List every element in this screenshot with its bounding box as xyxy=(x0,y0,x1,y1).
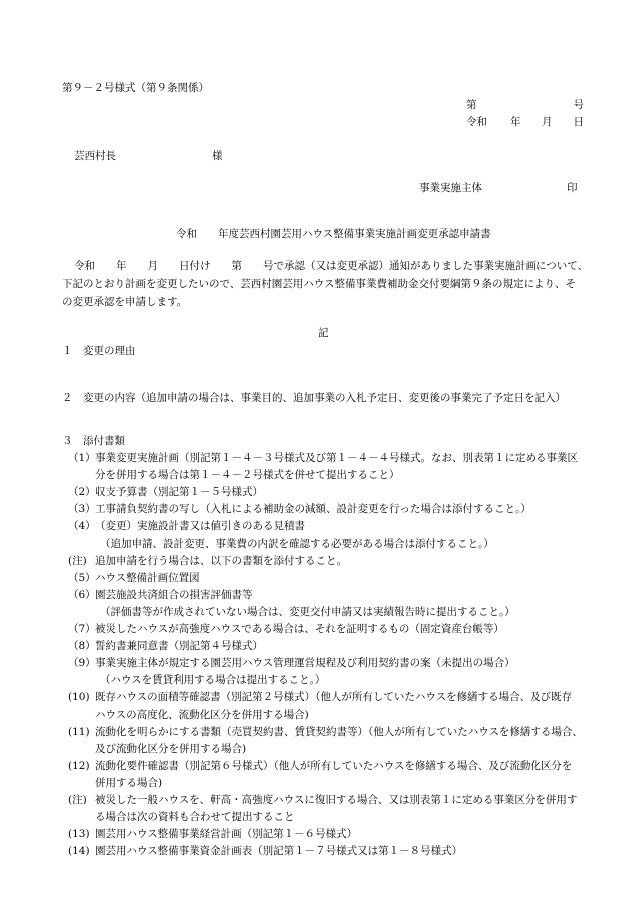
attachment-continuation: （評価書等が作成されていない場合は、変更交付申請又は実績報告時に提出すること。） xyxy=(100,605,515,618)
attachment-number: (11) xyxy=(68,725,90,738)
attachment-text: ハウス整備計画位置図 xyxy=(95,571,200,584)
attachment-text: 園芸用ハウス整備事業経営計画（別記第１－６号様式） xyxy=(95,828,358,841)
attachment-number: (10) xyxy=(68,691,90,704)
body-line: 令和 年 月 日付け 第 号で承認（又は変更承認）通知がありました事業実施計画について、 xyxy=(74,260,589,272)
attachment-item xyxy=(68,553,347,568)
attachment-number: (注) xyxy=(68,794,87,806)
document-title: 令和 年度芸西村園芸用ハウス整備事業実施計画変更承認申請書 xyxy=(176,228,491,240)
attachment-text: （変更）実施設計書又は値引きのある見積書 xyxy=(95,520,305,533)
attachment-text: 被災したハウスが高強度ハウスである場合は、それを証明するもの（固定資産台帳等） xyxy=(95,623,504,635)
attachment-number: （6） xyxy=(68,588,96,601)
attachment-text: 事業実施主体が規定する園芸用ハウス管理運営規程及び利用契約書の案（未提出の場合） xyxy=(95,657,515,670)
attachment-item xyxy=(68,450,578,465)
addressee xyxy=(74,148,116,163)
attachment-text: 園芸用ハウス整備事業資金計画表（別記第１－７号様式又は第１－８号様式） xyxy=(95,845,463,858)
attachment-text: 工事請負契約書の写し（入札による補助金の減額、設計変更を行った場合は添付すること。） xyxy=(95,503,531,516)
attachment-item xyxy=(68,638,263,653)
addressee-honorific: 様 xyxy=(212,150,223,162)
attachment-item xyxy=(68,518,305,533)
attachment-item xyxy=(68,843,462,858)
section-attachments: ３ 添付書類 xyxy=(62,435,125,447)
attachment-continuation: 及び流動化区分を併用する場合) xyxy=(95,742,247,755)
attachment-text: 誓約書兼同意書（別記第４号様式） xyxy=(95,640,263,653)
addressee-name: 芸西村長 xyxy=(74,150,116,162)
attachment-item xyxy=(68,758,572,773)
date-month: 月 xyxy=(542,116,553,128)
attachment-continuation: （ハウスを賃貸利用する場合は提出すること。） xyxy=(100,674,326,687)
attachment-number: (注) xyxy=(68,554,87,567)
attachment-number: （2） xyxy=(68,486,96,499)
attachment-continuation: る場合は次の資料も合わせて提出すること xyxy=(95,811,295,824)
attachment-item xyxy=(68,587,253,602)
attachment-item xyxy=(68,484,263,499)
attachment-text: 収支予算書（別記第１－５号様式） xyxy=(95,486,263,499)
date-year: 年 xyxy=(510,116,521,128)
seal-mark: 印 xyxy=(567,182,578,194)
body-line: 下記のとおり計画を変更したいので、芸西村園芸用ハウス整備事業費補助金交付要綱第９条の規定により、そ xyxy=(62,278,576,290)
attachment-item xyxy=(68,501,531,516)
body-line: の変更承認を申請します。 xyxy=(62,296,188,308)
section-change-content: ２ 変更の内容（追加申請の場合は、事業目的、追加事業の入札予定日、変更後の事業完了予定日を記入） xyxy=(62,392,566,404)
attachment-text: 園芸施設共済組合の損害評価書等 xyxy=(95,588,253,601)
attachment-text: 既存ハウスの面積等確認書（別記第２号様式）（他人が所有していたハウスを修繕する場合、及び既存 xyxy=(95,691,573,704)
attachment-number: （5） xyxy=(68,571,96,584)
attachment-continuation: 分を併用する場合は第１－４－２号様式を併せて提出すること） xyxy=(95,469,400,482)
attachment-item xyxy=(68,570,200,585)
attachment-item xyxy=(68,689,572,704)
attachment-number: （4） xyxy=(68,520,96,533)
number-suffix: 号 xyxy=(573,99,584,111)
attachment-continuation: （追加申請、設計変更、事業費の内訳を確認する必要がある場合は添付すること。） xyxy=(100,537,494,550)
number-line xyxy=(466,97,584,112)
applicant-label: 事業実施主体 xyxy=(419,182,482,194)
attachment-continuation: 併用する場合) xyxy=(95,776,163,789)
attachment-number: (14) xyxy=(68,845,90,858)
form-number: 第９－２号様式（第９条関係） xyxy=(62,82,209,94)
attachment-text: 流動化要件確認書（別記第６号様式）（他人が所有していたハウスを修繕する場合、及び流動化区分を xyxy=(95,759,573,772)
attachment-text: 追加申請を行う場合は、以下の書類を添付すること。 xyxy=(95,554,347,567)
date-day: 日 xyxy=(573,116,584,128)
attachment-continuation: ハウスの高度化、流動化区分を併用する場合) xyxy=(95,708,309,721)
attachment-number: （7） xyxy=(68,623,96,635)
section-change-reason: １ 変更の理由 xyxy=(62,345,136,357)
attachment-item xyxy=(68,724,583,739)
attachment-number: （3） xyxy=(68,503,96,516)
attachment-item xyxy=(68,655,515,670)
attachment-number: （1） xyxy=(68,452,96,464)
attachment-item xyxy=(68,792,577,807)
attachment-number: （9） xyxy=(68,657,96,670)
attachment-item xyxy=(68,826,357,841)
attachment-number: (12) xyxy=(68,759,90,772)
attachment-text: 事業変更実施計画（別記第１－４－３号様式及び第１－４－４号様式。なお、別表第１に定める事業区 xyxy=(95,452,578,464)
attachment-text: 流動化を明らかにする書類（売買契約書、賃貸契約書等）（他人が所有していたハウスを修繕する場合、 xyxy=(95,725,583,738)
number-prefix: 第 xyxy=(466,99,477,111)
ki-heading: 記 xyxy=(318,327,329,339)
attachment-item xyxy=(68,621,504,636)
date-era: 令和 xyxy=(466,116,487,128)
attachment-number: (13) xyxy=(68,828,90,841)
attachment-text: 被災した一般ハウスを、軒高・高強度ハウスに復旧する場合、又は別表第１に定める事業区分を併用す xyxy=(95,794,578,806)
attachment-number: （8） xyxy=(68,640,96,653)
